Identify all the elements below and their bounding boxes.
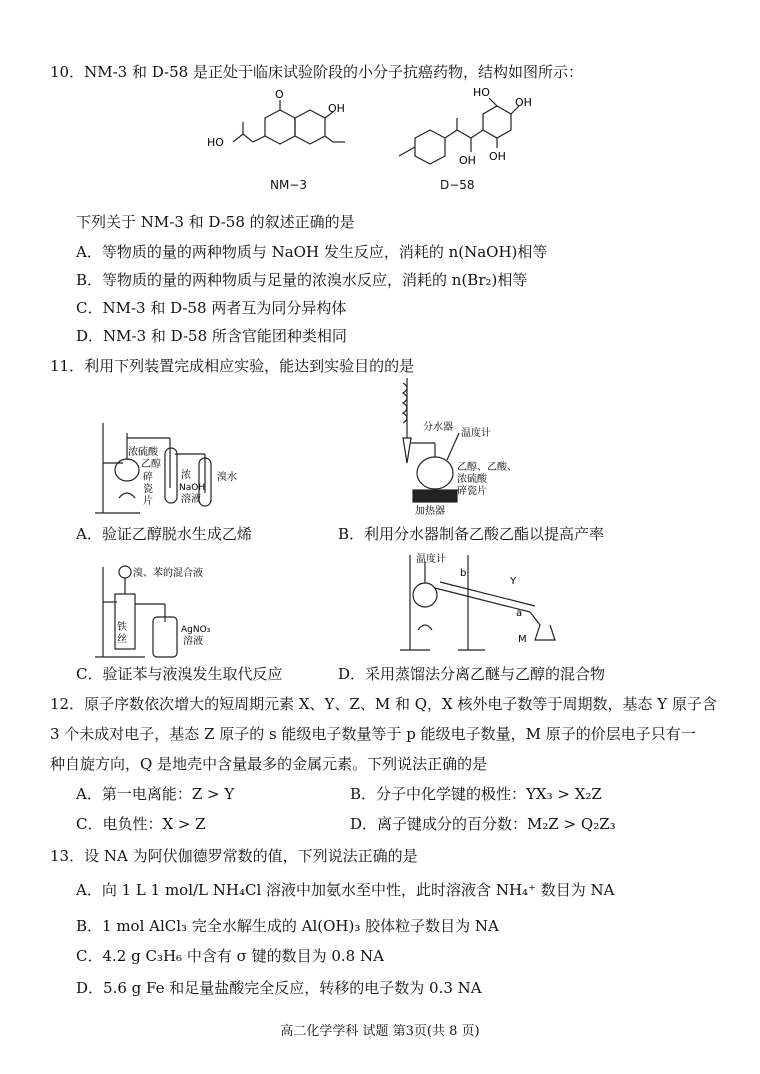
fig-c-label-5: 溶液 (183, 636, 203, 647)
fig-a-label-6: 浓 (181, 470, 191, 481)
q11-option-c: C．验证苯与液溴发生取代反应 (76, 665, 283, 683)
fig-b-label-2: 温度计 (461, 428, 491, 439)
nm3-atom-oh: OH (328, 102, 345, 115)
q12-line-1: 12．原子序数依次增大的短周期元素 X、Y、Z、M 和 Q，X 核外电子数等于周期数，基态 Y 原子含 (50, 695, 717, 713)
q11-option-a: A．验证乙醇脱水生成乙烯 (76, 525, 252, 543)
q10-option-c: C．NM-3 和 D-58 两者互为同分异构体 (76, 299, 347, 317)
q13-stem: 13．设 NA 为阿伏伽德罗常数的值，下列说法正确的是 (50, 847, 418, 865)
q10-option-b: B．等物质的量的两种物质与足量的浓溴水反应，消耗的 n(Br₂)相等 (76, 271, 528, 289)
fig-b-label-6: 加热器 (415, 506, 445, 517)
q11-option-b: B．利用分水器制备乙酸乙酯以提高产率 (338, 525, 605, 543)
nm3-label: NM−3 (270, 178, 308, 192)
fig-d-label-1: 温度计 (416, 554, 446, 565)
q12-option-d: D．离子键成分的百分数：M₂Z > Q₂Z₃ (350, 815, 616, 833)
fig-d-label-2: b (460, 568, 467, 579)
q12-option-c: C．电负性：X > Z (76, 815, 206, 833)
fig-a-label-8: 溶液 (181, 494, 201, 505)
q13-option-a: A．向 1 L 1 mol/L NH₄Cl 溶液中加氨水至中性，此时溶液含 NH₄⁺ 数目为 NA (76, 881, 615, 899)
d58-atom-oh-top-right: OH (515, 96, 532, 109)
fig-a-label-1: 浓硫酸 (128, 447, 158, 458)
page-footer: 高二化学学科 试题 第3页(共 8 页) (280, 1024, 480, 1039)
d58-atom-oh-bottom-right: OH (489, 150, 506, 163)
apparatus-c-figure (95, 562, 275, 662)
q12-option-a: A．第一电离能：Z > Y (76, 785, 235, 803)
q11-stem: 11．利用下列装置完成相应实验，能达到实验目的的是 (50, 357, 415, 375)
fig-a-label-5: 片 (143, 496, 153, 507)
q10-option-d: D．NM-3 和 D-58 所含官能团种类相同 (76, 327, 347, 345)
fig-a-label-2: 乙醇 (141, 459, 161, 470)
fig-a-label-7: NaOH (179, 483, 206, 493)
apparatus-b-figure (395, 378, 525, 518)
q12-line-2: 3 个未成对电子，基态 Z 原子的 s 能级电子数量等于 p 能级电子数量，M 原子的价层电子只有一 (50, 725, 696, 743)
d58-structure-figure (385, 86, 535, 173)
fig-d-label-5: M (518, 634, 527, 645)
fig-a-label-4: 瓷 (143, 484, 153, 495)
fig-a-label-9: 溴水 (217, 472, 237, 483)
apparatus-a-figure (95, 418, 270, 518)
d58-label: D−58 (440, 178, 475, 192)
fig-c-label-1: 溴、苯的混合液 (133, 568, 203, 579)
nm3-atom-ho: HO (207, 136, 224, 149)
q13-option-d: D．5.6 g Fe 和足量盐酸完全反应，转移的电子数为 0.3 NA (76, 979, 482, 997)
fig-c-label-2: 铁 (117, 622, 127, 633)
fig-a-label-3: 碎 (143, 472, 153, 483)
q10-stem: 10．NM-3 和 D-58 是正处于临床试验阶段的小分子抗癌药物，结构如图所示： (50, 63, 583, 81)
fig-c-label-3: 丝 (117, 634, 127, 645)
fig-d-label-4: a (516, 608, 523, 619)
apparatus-d-figure (390, 550, 570, 660)
q12-line-3: 种自旋方向，Q 是地壳中含量最多的金属元素。下列说法正确的是 (50, 755, 488, 773)
q13-option-c: C．4.2 g C₃H₆ 中含有 σ 键的数目为 0.8 NA (76, 947, 384, 965)
fig-b-label-1: 分水器 (423, 422, 453, 433)
q10-prompt: 下列关于 NM-3 和 D-58 的叙述正确的是 (76, 213, 355, 231)
fig-c-label-4: AgNO₃ (181, 625, 211, 635)
fig-b-label-3: 乙醇、乙酸、 (457, 462, 517, 473)
fig-b-label-4: 浓硫酸 (457, 474, 487, 485)
q13-option-b: B．1 mol AlCl₃ 完全水解生成的 Al(OH)₃ 胶体粒子数目为 NA (76, 917, 499, 935)
nm3-structure-figure (207, 88, 345, 168)
q12-option-b: B．分子中化学键的极性：YX₃ > X₂Z (350, 785, 602, 803)
d58-atom-oh-bottom-left: OH (459, 154, 476, 167)
fig-d-label-3: Y (510, 576, 517, 587)
d58-atom-oh-top-left: HO (473, 86, 490, 99)
nm3-atom-o: O (275, 88, 284, 101)
q11-option-d: D．采用蒸馏法分离乙醚与乙醇的混合物 (338, 665, 606, 683)
q10-option-a: A．等物质的量的两种物质与 NaOH 发生反应，消耗的 n(NaOH)相等 (76, 243, 548, 261)
fig-b-label-5: 碎瓷片 (457, 486, 487, 497)
